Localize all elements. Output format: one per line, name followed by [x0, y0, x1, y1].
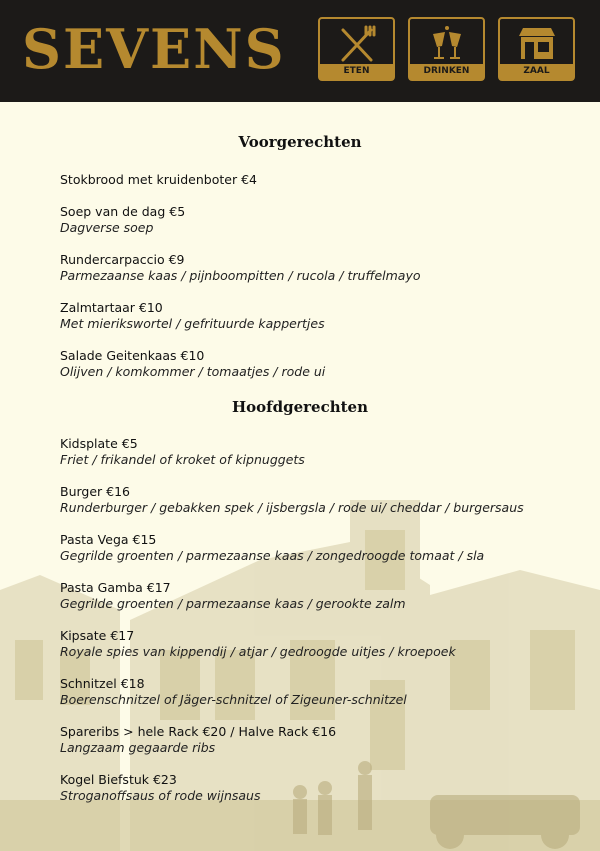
item-name: Stokbrood met kruidenboter €4: [60, 172, 257, 187]
item-description: Olijven / komkommer / tomaatjes / rode ui: [60, 364, 326, 379]
menu-item: [60, 252, 560, 284]
nav-eten-label: ETEN: [320, 64, 393, 79]
menu-item: [60, 580, 560, 612]
menu-item: [60, 484, 560, 516]
item-name: Kidsplate €5: [60, 436, 138, 451]
item-description: Boerenschnitzel of Jäger-schnitzel of Zigeuner-schnitzel: [60, 692, 407, 707]
logo: SEVENS: [22, 17, 286, 81]
item-description: Parmezaanse kaas / pijnboompitten / rucola / truffelmayo: [60, 268, 421, 283]
item-description: Runderburger / gebakken spek / ijsbergsla / rode ui/ cheddar / burgersaus: [60, 500, 524, 515]
menu-item: [60, 532, 560, 564]
menu-item: [60, 300, 560, 332]
menu-item: [60, 772, 560, 804]
item-description: Met mierikswortel / gefrituurde kappertjes: [60, 316, 325, 331]
item-name: Pasta Gamba €17: [60, 580, 171, 595]
item-description: Dagverse soep: [60, 220, 154, 235]
item-name: Burger €16: [60, 484, 131, 499]
menu-item: [60, 436, 560, 468]
menu-item: [60, 676, 560, 708]
nav-drinken-label: DRINKEN: [410, 64, 483, 79]
item-name: Kogel Biefstuk €23: [60, 772, 177, 787]
menu-item: [60, 172, 560, 188]
item-description: Friet / frikandel of kroket of kipnuggets: [60, 452, 305, 467]
section-title-voorgerechten: Voorgerechten: [238, 133, 362, 151]
item-description: Stroganoffsaus of rode wijnsaus: [60, 788, 261, 803]
item-description: Gegrilde groenten / parmezaanse kaas / gerookte zalm: [60, 596, 406, 611]
item-name: Schnitzel €18: [60, 676, 145, 691]
item-description: Royale spies van kippendij / atjar / gedroogde uitjes / kroepoek: [60, 644, 456, 659]
item-name: Kipsate €17: [60, 628, 135, 643]
item-name: Salade Geitenkaas €10: [60, 348, 205, 363]
menu-item: [60, 628, 560, 660]
menu-item: [60, 724, 560, 756]
menu-item: [60, 348, 560, 380]
item-description: Langzaam gegaarde ribs: [60, 740, 216, 755]
item-description: Gegrilde groenten / parmezaanse kaas / zongedroogde tomaat / sla: [60, 548, 485, 563]
menu-item: [60, 204, 560, 236]
nav-zaal-label: ZAAL: [500, 64, 573, 79]
item-name: Rundercarpaccio €9: [60, 252, 185, 267]
section-title-hoofdgerechten: Hoofdgerechten: [231, 398, 369, 416]
item-name: Spareribs > hele Rack €20 / Halve Rack €16: [60, 724, 337, 739]
item-name: Soep van de dag €5: [60, 204, 186, 219]
item-name: Zalmtartaar €10: [60, 300, 163, 315]
item-name: Pasta Vega €15: [60, 532, 157, 547]
